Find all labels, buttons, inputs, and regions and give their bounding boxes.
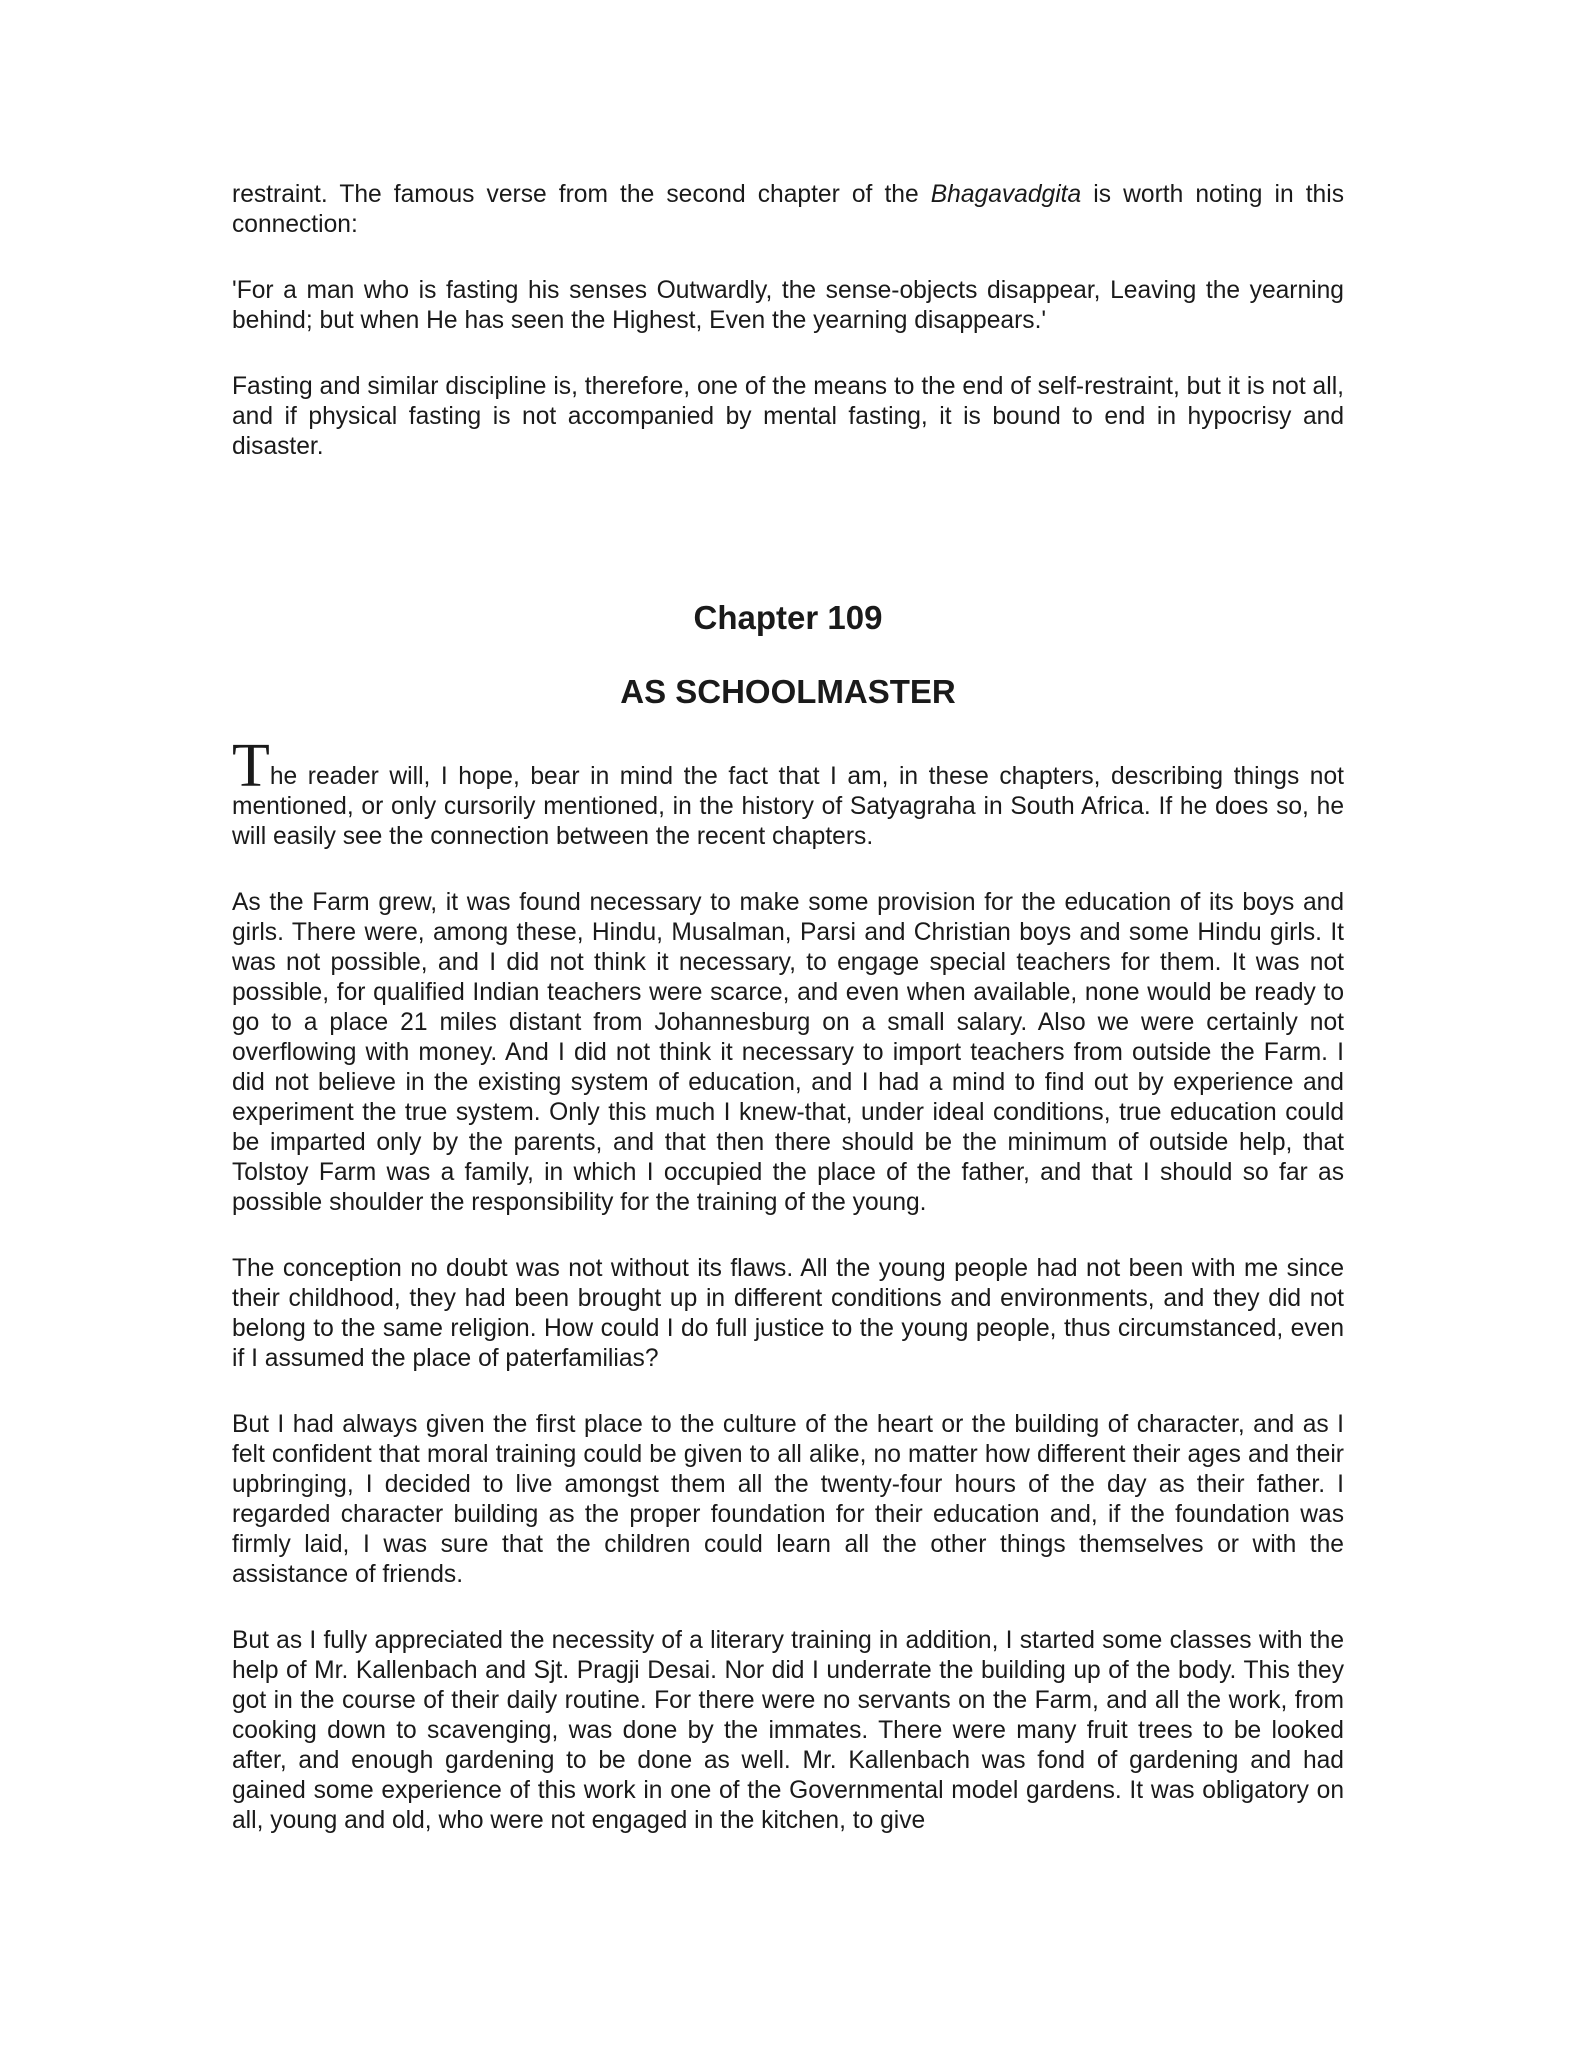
character-building-paragraph: But I had always given the first place to the culture of the heart or the building of character, and as I felt confident that moral training could be given to all alike, no matter how different their ages and their upbringing, I decided to live amongst them all the twenty-four hours of the day as their father. I regarded character building as the proper foundation for their education and, if the foundation was firmly laid, I was sure that the children could learn all the other things themselves or with the assistance of friends. (232, 1411, 1344, 1588)
document-page (232, 180, 1344, 1872)
intro-paragraph-verse-context (232, 180, 1344, 240)
fasting-paragraph: Fasting and similar discipline is, therefore, one of the means to the end of self-restraint, but it is not all, and if physical fasting is not accompanied by mental fasting, it is bound to end in hypocrisy and disaster. (232, 373, 1344, 460)
drop-cap-letter: T (232, 732, 270, 800)
chapter-first-paragraph (232, 732, 1344, 852)
farm-education-paragraph: As the Farm grew, it was found necessary to make some provision for the education of its boys and girls. There were, among these, Hindu, Musalman, Parsi and Christian boys and some Hindu girls. It was not possible, and I did not think it necessary, to engage special teachers for them. It was not possible, for qualified Indian teachers were scarce, and even when available, none would be ready to go to a place 21 miles distant from Johannesburg on a small salary. Also we were certainly not overflowing with money. And I did not think it necessary to import teachers from outside the Farm. I did not believe in the existing system of education, and I had a mind to find out by experience and experiment the true system. Only this much I knew-that, under ideal conditions, true education could be imparted only by the parents, and that then there should be the minimum of outside help, that Tolstoy Farm was a family, in which I occupied the place of the father, and that I should so far as possible shoulder the responsibility for the training of the young. (232, 889, 1344, 1216)
intro-text-before: restraint. The famous verse from the second chapter of the (232, 181, 931, 208)
verse-quote-paragraph: 'For a man who is fasting his senses Outwardly, the sense-objects disappear, Leaving the yearning behind; but when He has seen the Highest, Even the yearning disappears.' (232, 277, 1344, 334)
first-paragraph-text: he reader will, I hope, bear in mind the fact that I am, in these chapters, describing things not mentioned, or only cursorily mentioned, in the history of Satyagraha in South Africa. If he does so, he will easily see the connection between the recent chapters. (232, 763, 1344, 850)
intro-text-after: is worth noting in this connection: (232, 181, 1344, 238)
literary-training-paragraph: But as I fully appreciated the necessity of a literary training in addition, I started some classes with the help of Mr. Kallenbach and Sjt. Pragji Desai. Nor did I underrate the building up of the body. This they got in the course of their daily routine. For there were no servants on the Farm, and all the work, from cooking down to scavenging, was done by the immates. There were many fruit trees to be looked after, and enough gardening to be done as well. Mr. Kallenbach was fond of gardening and had gained some experience of this work in one of the Governmental model gardens. It was obligatory on all, young and old, who were not engaged in the kitchen, to give (232, 1627, 1344, 1834)
chapter-number: Chapter 109 (693, 599, 883, 636)
conception-flaws-paragraph: The conception no doubt was not without its flaws. All the young people had not been with me since their childhood, they had been brought up in different conditions and environments, and they did not belong to the same religion. How could I do full justice to the young people, thus circumstanced, even if I assumed the place of paterfamilias? (232, 1255, 1344, 1372)
chapter-title: AS SCHOOLMASTER (620, 673, 956, 710)
book-title-italic: Bhagavadgita (930, 181, 1082, 208)
